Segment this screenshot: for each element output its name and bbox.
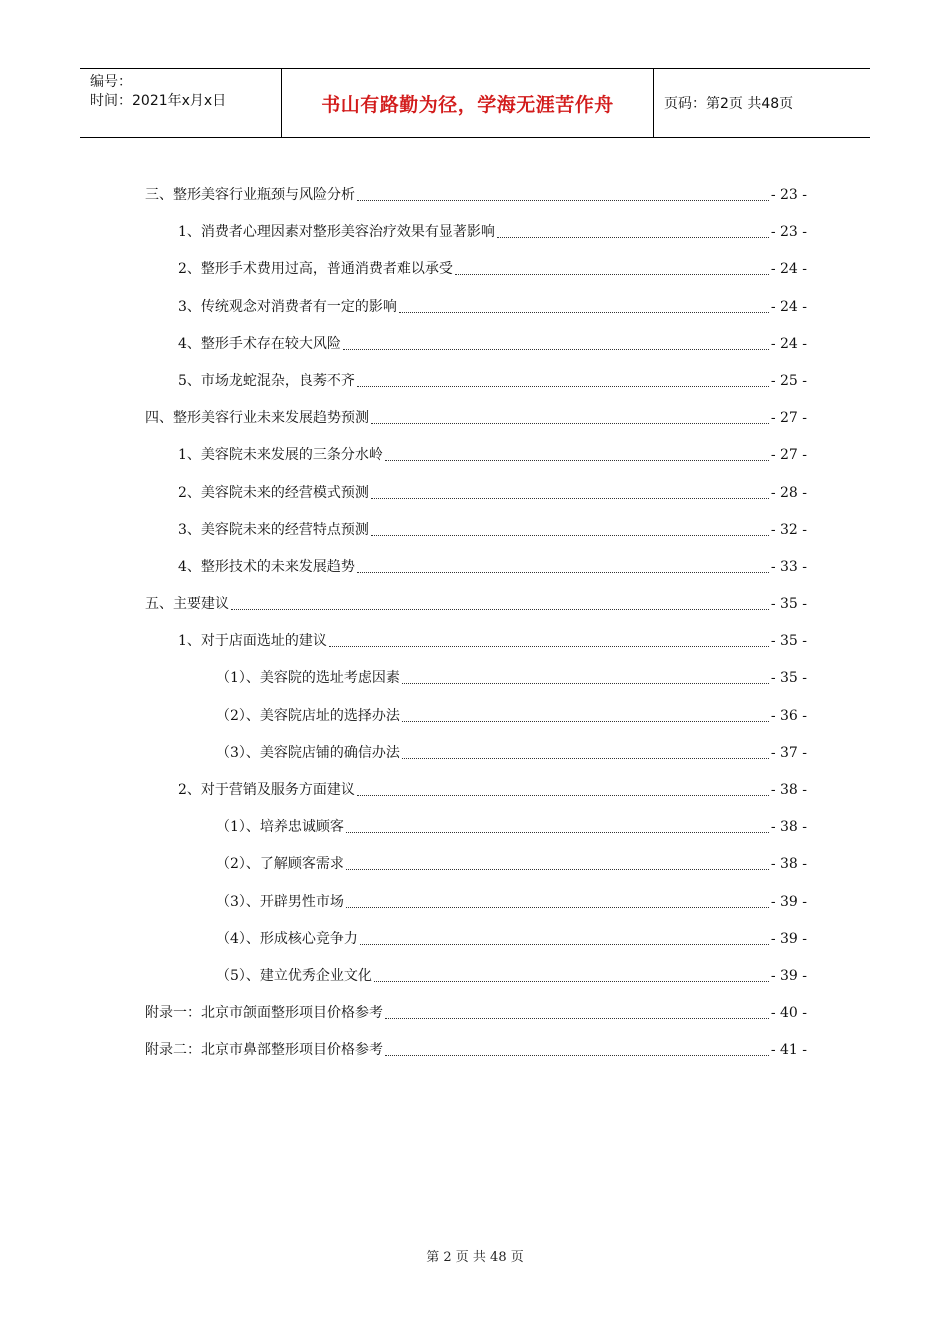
toc-entry-page: - 38 - xyxy=(770,856,807,873)
toc-entry-page: - 38 - xyxy=(770,782,807,798)
toc-entry-page: - 23 - xyxy=(770,187,807,203)
toc-entry-page: - 37 - xyxy=(770,744,807,761)
toc-entry-title: （2）、了解顾客需求 xyxy=(216,856,344,873)
toc-entry-title: （3）、美容院店铺的确信办法 xyxy=(216,744,400,761)
toc-dot-leader xyxy=(455,254,769,275)
toc-entry[interactable] xyxy=(145,998,807,1035)
toc-entry-page: - 24 - xyxy=(770,261,807,278)
toc-entry[interactable] xyxy=(145,775,807,812)
header-page-info: 页码：第2页 共48页 xyxy=(664,96,794,112)
toc-dot-leader xyxy=(357,366,769,387)
toc-dot-leader xyxy=(357,552,769,573)
toc-entry-page: - 39 - xyxy=(770,930,807,947)
document-time-label: 时间：2021年x月x日 xyxy=(90,93,227,109)
toc-dot-leader xyxy=(231,589,769,610)
toc-entry[interactable] xyxy=(145,663,807,700)
document-number-label: 编号： xyxy=(90,74,132,90)
toc-entry-title: （4）、形成核心竞争力 xyxy=(216,930,358,947)
toc-entry-title: 1、消费者心理因素对整形美容治疗效果有显著影响 xyxy=(178,224,495,241)
toc-entry-page: - 35 - xyxy=(770,596,807,613)
toc-entry-title: 四、整形美容行业未来发展趋势预测 xyxy=(145,410,369,427)
toc-entry[interactable] xyxy=(145,292,807,329)
toc-entry[interactable] xyxy=(145,440,807,477)
toc-dot-leader xyxy=(399,292,769,313)
toc-entry[interactable] xyxy=(145,515,807,552)
toc-dot-leader xyxy=(402,663,769,684)
toc-entry-page: - 36 - xyxy=(770,707,807,724)
toc-entry-title: 附录一：北京市颌面整形项目价格参考 xyxy=(145,1005,383,1022)
toc-entry[interactable] xyxy=(145,552,807,589)
toc-entry-page: - 23 - xyxy=(770,224,807,241)
toc-entry[interactable] xyxy=(145,329,807,366)
page-footer: 第 2 页 共 48 页 xyxy=(426,1250,524,1265)
header-meta xyxy=(80,69,282,137)
toc-entry-title: （1）、培养忠诚顾客 xyxy=(216,819,344,836)
toc-entry-title: 5、市场龙蛇混杂，良莠不齐 xyxy=(178,372,355,389)
toc-dot-leader xyxy=(385,440,769,461)
toc-entry-page: - 40 - xyxy=(770,1005,807,1022)
toc-dot-leader xyxy=(346,849,769,870)
toc-dot-leader xyxy=(329,626,769,647)
toc-entry-title: （3）、开辟男性市场 xyxy=(216,893,344,910)
toc-entry-page: - 33 - xyxy=(770,558,807,575)
toc-entry-page: - 39 - xyxy=(770,967,807,984)
table-of-contents xyxy=(145,180,807,1073)
toc-entry-title: 3、传统观念对消费者有一定的影响 xyxy=(178,298,397,315)
toc-entry-title: 1、对于店面选址的建议 xyxy=(178,633,327,650)
toc-entry-title: （2）、美容院店址的选择办法 xyxy=(216,707,400,724)
toc-entry-page: - 32 - xyxy=(770,521,807,538)
toc-dot-leader xyxy=(371,403,769,424)
toc-entry[interactable] xyxy=(145,924,807,961)
toc-entry-title: 五、主要建议 xyxy=(145,596,229,613)
toc-dot-leader xyxy=(360,924,769,945)
toc-entry[interactable] xyxy=(145,366,807,403)
toc-entry[interactable] xyxy=(145,961,807,998)
toc-entry[interactable] xyxy=(145,701,807,738)
toc-entry-title: （1）、美容院的选址考虑因素 xyxy=(216,670,400,687)
toc-entry-page: - 24 - xyxy=(770,298,807,315)
toc-dot-leader xyxy=(402,738,769,759)
toc-entry-title: 附录二：北京市鼻部整形项目价格参考 xyxy=(145,1042,383,1059)
toc-dot-leader xyxy=(343,329,769,350)
toc-entry-page: - 28 - xyxy=(770,484,807,501)
toc-entry[interactable] xyxy=(145,254,807,291)
toc-entry-page: - 25 - xyxy=(770,372,807,389)
toc-entry-page: - 39 - xyxy=(770,893,807,910)
toc-entry[interactable] xyxy=(145,849,807,886)
toc-dot-leader xyxy=(385,998,769,1019)
toc-entry[interactable] xyxy=(145,589,807,626)
page-header xyxy=(80,68,870,138)
toc-dot-leader xyxy=(371,478,769,499)
toc-entry-title: 4、整形技术的未来发展趋势 xyxy=(178,558,355,575)
toc-entry[interactable] xyxy=(145,180,807,217)
toc-dot-leader xyxy=(402,701,769,722)
toc-entry[interactable] xyxy=(145,887,807,924)
toc-entry[interactable] xyxy=(145,478,807,515)
toc-dot-leader xyxy=(357,775,769,796)
toc-dot-leader xyxy=(374,961,769,982)
toc-entry-page: - 27 - xyxy=(770,447,807,464)
toc-entry-page: - 27 - xyxy=(770,410,807,427)
toc-dot-leader xyxy=(385,1035,769,1056)
toc-dot-leader xyxy=(346,887,769,908)
toc-entry[interactable] xyxy=(145,812,807,849)
toc-entry-title: 4、整形手术存在较大风险 xyxy=(178,335,341,352)
toc-entry[interactable] xyxy=(145,1035,807,1072)
toc-entry[interactable] xyxy=(145,738,807,775)
toc-entry-title: 1、美容院未来发展的三条分水岭 xyxy=(178,447,383,464)
toc-entry-title: 2、美容院未来的经营模式预测 xyxy=(178,484,369,501)
toc-entry[interactable] xyxy=(145,403,807,440)
toc-entry-page: - 38 - xyxy=(770,819,807,836)
toc-entry-title: 3、美容院未来的经营特点预测 xyxy=(178,521,369,538)
toc-entry-page: - 35 - xyxy=(770,670,807,687)
toc-dot-leader xyxy=(371,515,769,536)
toc-dot-leader xyxy=(497,217,769,238)
toc-entry-title: 2、对于营销及服务方面建议 xyxy=(178,782,355,798)
toc-entry-page: - 41 - xyxy=(770,1042,807,1059)
toc-dot-leader xyxy=(346,812,769,833)
toc-entry-title: 2、整形手术费用过高，普通消费者难以承受 xyxy=(178,261,453,278)
toc-entry-page: - 24 - xyxy=(770,335,807,352)
toc-entry-title: （5）、建立优秀企业文化 xyxy=(216,967,372,984)
toc-entry-title: 三、整形美容行业瓶颈与风险分析 xyxy=(145,187,355,203)
toc-entry-page: - 35 - xyxy=(770,633,807,650)
toc-entry[interactable] xyxy=(145,217,807,254)
header-motto: 书山有路勤为径，学海无涯苦作舟 xyxy=(282,69,654,137)
toc-dot-leader xyxy=(357,180,769,201)
toc-entry[interactable] xyxy=(145,626,807,663)
